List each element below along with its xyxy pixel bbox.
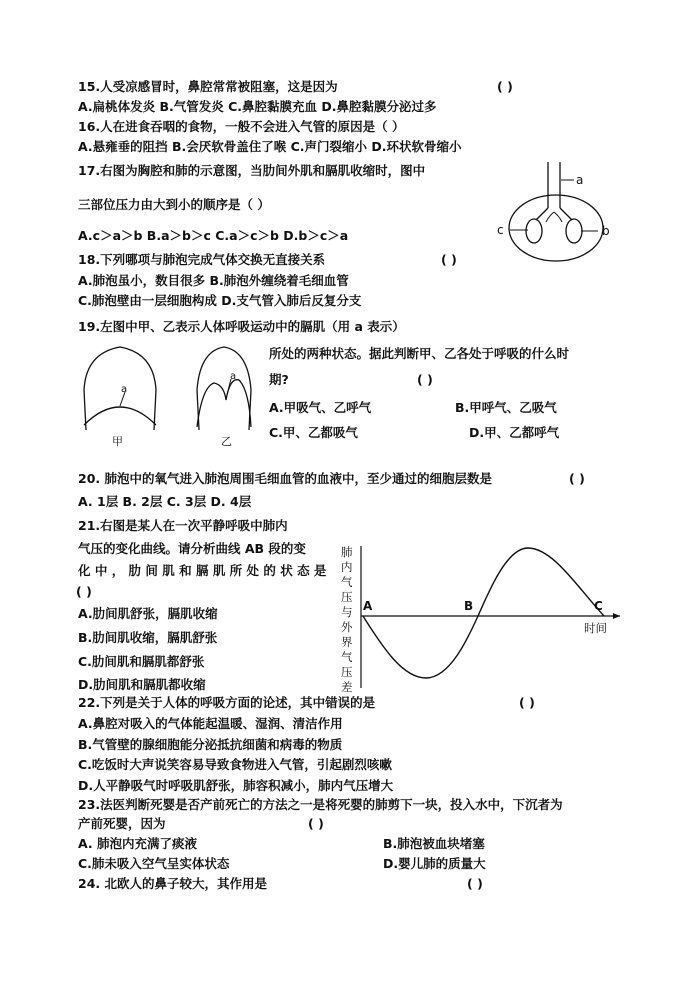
q23-option-b: B.肺泡被血块堵塞: [383, 836, 485, 851]
point-c-label: C: [594, 599, 603, 613]
q19-stem-line2: 所处的两种状态。据此判断甲、乙各处于呼吸的什么时: [269, 346, 570, 361]
q23-stem-line1: 23.法医判断死婴是否产前死亡的方法之一是将死婴的肺剪下一块，投入水中，下沉者为: [78, 797, 563, 812]
q22-answer-blank[interactable]: ( ): [519, 695, 535, 710]
y-label-char: 肺: [341, 545, 353, 559]
jia-label-a: a: [121, 384, 128, 395]
diaphragm-states-diagram: [76, 345, 266, 450]
q21-option-a: A.肋间肌舒张，膈肌收缩: [78, 606, 218, 621]
yi-label: 乙: [221, 435, 232, 448]
y-label-char: 气: [341, 650, 353, 664]
label-a: a: [576, 173, 584, 187]
q18-options-ab: A.肺泡虽小，数目很多 B.肺泡外缠绕着毛细血管: [78, 273, 349, 288]
q19-option-c: C.甲、乙都吸气: [269, 425, 358, 440]
q20-answer-blank[interactable]: ( ): [569, 471, 585, 486]
y-label-char: 差: [341, 680, 353, 693]
label-c: c: [497, 223, 504, 237]
q21-option-c: C.肋间肌和膈肌都舒张: [78, 654, 205, 669]
yi-label-a: a: [230, 371, 237, 382]
q23-option-c: C.肺未吸入空气呈实体状态: [78, 856, 230, 871]
y-label-char: 界: [341, 635, 353, 649]
q22-option-d: D.人平静吸气时呼吸肌舒张，肺容积减小，肺内气压增大: [78, 778, 394, 793]
q18-options-cd: C.肺泡壁由一层细胞构成 D.支气管入肺后反复分支: [78, 293, 362, 308]
q22-stem: 22.下列是关于人体的呼吸方面的论述，其中错误的是: [78, 695, 376, 710]
q24-stem: 24. 北欧人的鼻子较大，其作用是: [78, 876, 267, 891]
pressure-curve: [363, 548, 604, 678]
y-label-char: 与: [341, 605, 353, 619]
x-axis-label: 时间: [584, 621, 607, 635]
lung-pressure-curve-chart: [338, 538, 628, 693]
y-label-char: 气: [341, 575, 353, 589]
q21-answer-blank[interactable]: ( ): [76, 584, 92, 599]
q21-stem-line1: 21.右图是某人在一次平静呼吸中肺内: [78, 518, 288, 533]
y-axis-label: [341, 545, 353, 693]
q15-options: A.扁桃体发炎 B.气管发炎 C.鼻腔黏膜充血 D.鼻腔黏膜分泌过多: [78, 99, 437, 114]
q19-option-a: A.甲吸气、乙呼气: [269, 400, 372, 415]
q20-options: A. 1层 B. 2层 C. 3层 D. 4层: [78, 494, 252, 509]
q23-option-d: D.婴儿肺的质量大: [383, 856, 486, 871]
label-b: b: [602, 224, 610, 238]
q19-stem-line3: 期?: [269, 372, 289, 387]
point-b-label: B: [464, 599, 474, 613]
jia-label: 甲: [112, 435, 123, 448]
q23-answer-blank[interactable]: ( ): [308, 816, 324, 831]
chest-lung-diagram: [494, 160, 624, 265]
q21-stem-line3: 化 中 ， 肋 间 肌 和 膈 肌 所 处 的 状 态 是: [78, 563, 327, 578]
q21-option-b: B.肋间肌收缩，膈肌舒张: [78, 630, 218, 645]
q19-option-d: D.甲、乙都呼气: [469, 425, 560, 440]
q22-option-b: B.气管壁的腺细胞能分泌抵抗细菌和病毒的物质: [78, 737, 343, 752]
q23-stem-line2: 产前死婴，因为: [78, 816, 166, 831]
y-label-char: 压: [341, 590, 353, 604]
q19-option-b: B.甲呼气、乙吸气: [455, 400, 557, 415]
q18-stem: 18.下列哪项与肺泡完成气体交换无直接关系: [78, 252, 326, 267]
q16-stem: 16.人在进食吞咽的食物，一般不会进入气管的原因是（ ）: [78, 119, 405, 134]
q22-option-c: C.吃饭时大声说笑容易导致食物进入气管，引起剧烈咳嗽: [78, 757, 392, 772]
q21-stem-line2: 气压的变化曲线。请分析曲线 AB 段的变: [78, 541, 306, 556]
q17-stem-line2: 三部位压力由大到小的顺序是（ ）: [78, 197, 270, 212]
q20-stem: 20. 肺泡中的氧气进入肺泡周围毛细血管的血液中，至少通过的细胞层数是: [78, 471, 492, 486]
y-label-char: 内: [341, 560, 353, 574]
point-a-label: A: [363, 599, 373, 613]
q19-stem-line1: 19.左图中甲、乙表示人体呼吸运动中的膈肌（用 a 表示）: [78, 319, 405, 334]
q24-answer-blank[interactable]: ( ): [467, 876, 483, 891]
q19-answer-blank[interactable]: ( ): [417, 372, 433, 387]
q15-answer-blank[interactable]: ( ): [497, 79, 513, 94]
q23-option-a: A. 肺泡内充满了痰液: [78, 836, 198, 851]
y-label-char: 压: [341, 665, 353, 679]
q15-stem: 15.人受凉感冒时，鼻腔常常被阻塞，这是因为: [78, 79, 338, 94]
q17-options: A.c＞a＞b B.a＞b＞c C.a＞c＞b D.b＞c＞a: [78, 228, 349, 243]
q21-option-d: D.肋间肌和膈肌都收缩: [78, 677, 206, 692]
q22-option-a: A.鼻腔对吸入的气体能起温暖、湿润、清洁作用: [78, 716, 343, 731]
y-label-char: 外: [341, 620, 353, 634]
q16-options: A.悬雍垂的阻挡 B.会厌软骨盖住了喉 C.声门裂缩小 D.环状软骨缩小: [78, 139, 462, 154]
q17-stem-line1: 17.右图为胸腔和肺的示意图，当肋间外肌和膈肌收缩时，图中: [78, 163, 426, 178]
q18-answer-blank[interactable]: ( ): [441, 252, 457, 267]
